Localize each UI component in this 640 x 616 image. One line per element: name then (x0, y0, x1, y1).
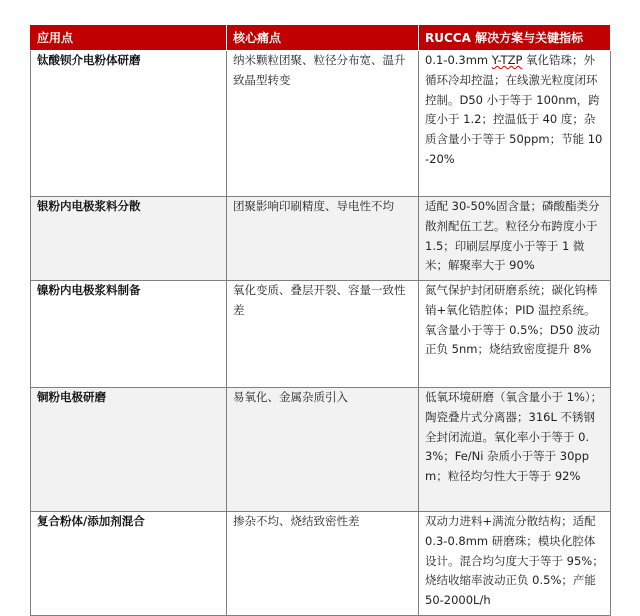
solution-cell: 适配 30-50%固含量；磷酸酯类分散剂配伍工艺。粒径分布跨度小于 1.5；印刷层厚度小于等于 1 微米；解聚率大于 90% (419, 197, 611, 281)
table-row (31, 51, 611, 197)
application-cell: 镍粉内电极浆料制备 (31, 281, 227, 388)
table-header-row (31, 25, 611, 51)
table-row (31, 512, 611, 616)
solution-cell: 双动力进料+满流分散结构；适配 0.3-0.8mm 研磨珠；模块化腔体设计。混合均匀度大于等于 95%；烧结收缩率波动正负 0.5%；产能 50-2000L/h (419, 512, 611, 616)
application-cell: 铜粉电极研磨 (31, 388, 227, 512)
table-container (30, 24, 610, 616)
application-cell: 钛酸钡介电粉体研磨 (31, 51, 227, 197)
spellcheck-marked-term: Y-TZP (491, 53, 523, 67)
solution-text-pre: 0.1-0.3mm (425, 53, 492, 67)
pain-point-cell: 氧化变质、叠层开裂、容量一致性差 (227, 281, 419, 388)
table-row (31, 388, 611, 512)
solution-cell: 氮气保护封闭研磨系统；碳化钨棒销+氧化锆腔体；PID 温控系统。氧含量小于等于 0.5%；D50 波动正负 5nm；烧结致密度提升 8% (419, 281, 611, 388)
pain-point-cell: 团聚影响印刷精度、导电性不均 (227, 197, 419, 281)
header-solution: RUCCA 解决方案与关键指标 (419, 25, 611, 51)
pain-point-cell: 易氧化、金属杂质引入 (227, 388, 419, 512)
application-cell: 银粉内电极浆料分散 (31, 197, 227, 281)
solutions-table (30, 24, 611, 616)
header-pain-point: 核心痛点 (227, 25, 419, 51)
table-row (31, 281, 611, 388)
header-application: 应用点 (31, 25, 227, 51)
solution-cell (419, 51, 611, 197)
solution-cell: 低氧环境研磨（氧含量小于 1%）；陶瓷叠片式分离器；316L 不锈钢全封闭流道。氧化率小于等于 0.3%；Fe/Ni 杂质小于等于 30ppm；粒径均匀性大于等于 92% (419, 388, 611, 512)
pain-point-cell: 纳米颗粒团聚、粒径分布宽、温升致晶型转变 (227, 51, 419, 197)
solution-text-post: 氧化锆珠；外循环冷却控温；在线激光粒度闭环控制。D50 小于等于 100nm，跨度小于 1.2；控温低于 40 度；杂质含量小于等于 50ppm；节能 10-20% (425, 53, 603, 166)
application-cell: 复合粉体/添加剂混合 (31, 512, 227, 616)
table-row (31, 197, 611, 281)
pain-point-cell: 掺杂不均、烧结致密性差 (227, 512, 419, 616)
